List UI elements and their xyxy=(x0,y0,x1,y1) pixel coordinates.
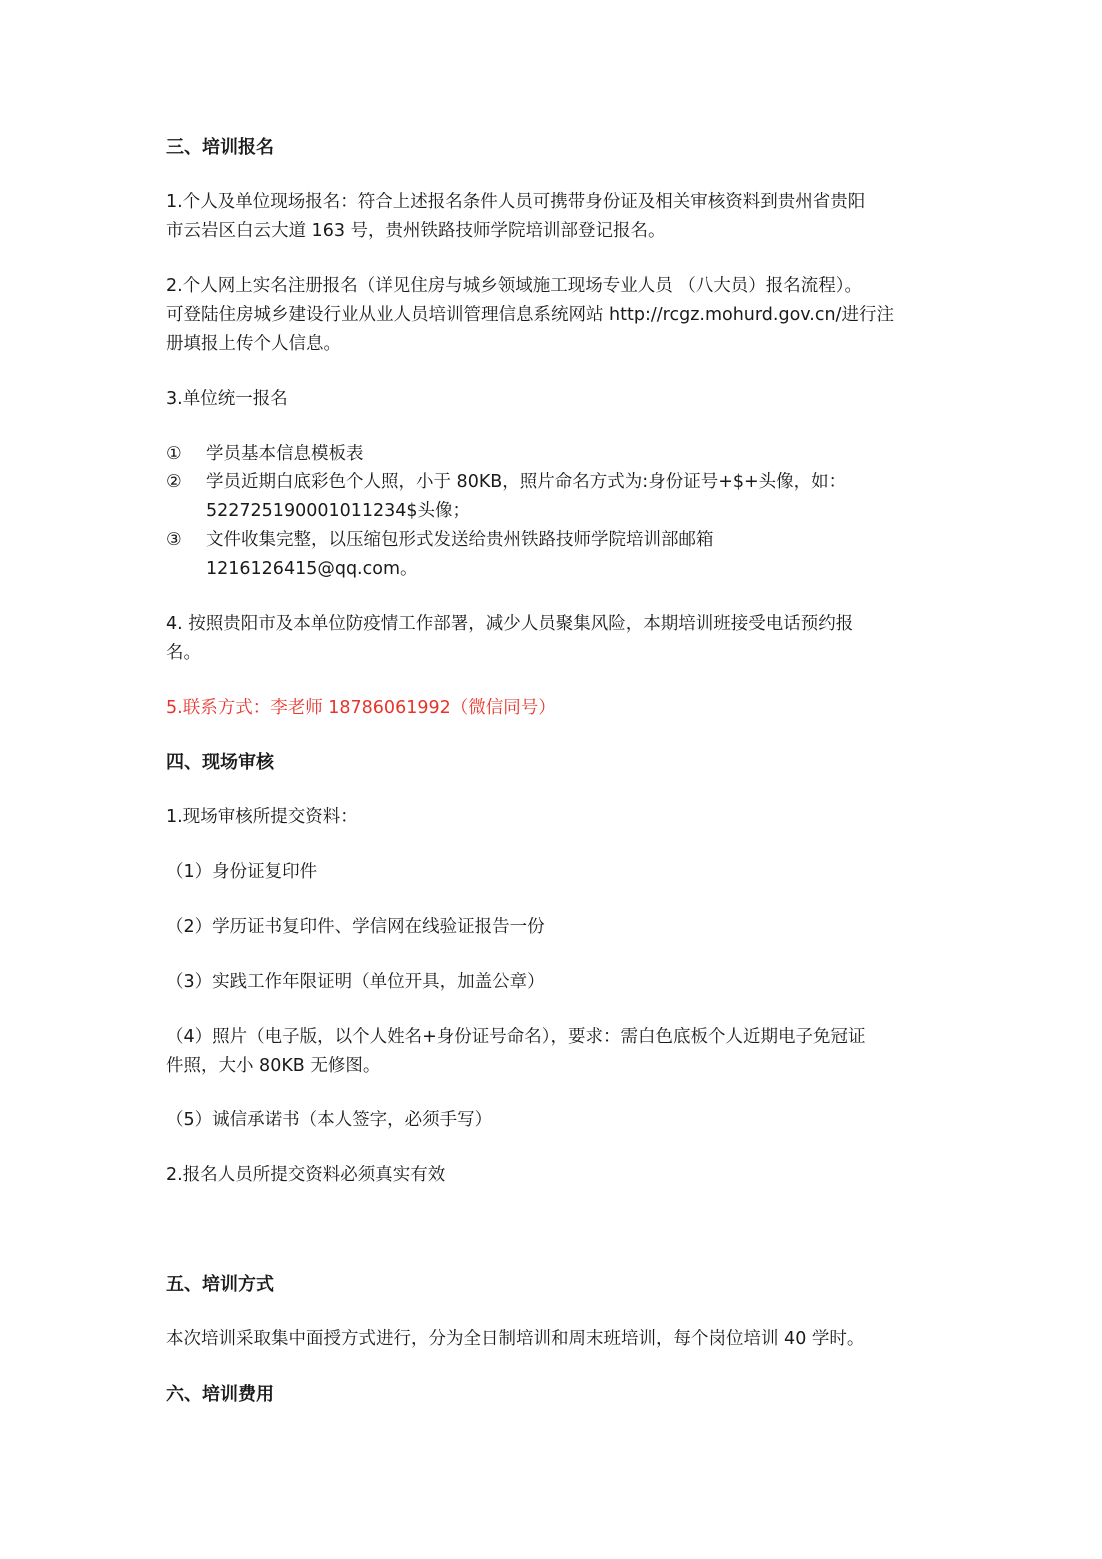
s3-p2-line1: 2.个人网上实名注册报名（详见住房与城乡领域施工现场专业人员 （八大员）报名流程）。 xyxy=(166,276,863,296)
contact-info: 5.联系方式：李老师 18786061992（微信同号） xyxy=(166,698,556,718)
section-4-heading: 四、现场审核 xyxy=(166,752,274,773)
list-text: 1216126415@qq.com。 xyxy=(206,559,418,579)
list-text: 学员基本信息模板表 xyxy=(206,444,364,464)
section-6-heading: 六、培训费用 xyxy=(166,1384,274,1405)
s3-p2-line2: 可登陆住房城乡建设行业从业人员培训管理信息系统网站 http://rcgz.mohurd.gov.cn/进行注 xyxy=(166,305,894,325)
s3-p3: 3.单位统一报名 xyxy=(166,389,288,409)
list-number: ② xyxy=(166,472,182,492)
list-text: 学员近期白底彩色个人照，小于 80KB，照片命名方式为:身份证号+$+头像，如： xyxy=(206,472,847,492)
list-number: ③ xyxy=(166,530,182,550)
s3-p4-line1: 4. 按照贵阳市及本单位防疫情工作部署，减少人员聚集风险，本期培训班接受电话预约报 xyxy=(166,614,854,634)
section-5-heading: 五、培训方式 xyxy=(166,1274,274,1295)
section-3-heading: 三、培训报名 xyxy=(166,137,274,158)
s4-item-4-line2: 件照，大小 80KB 无修图。 xyxy=(166,1056,381,1076)
s3-p1-line2: 市云岩区白云大道 163 号，贵州铁路技师学院培训部登记报名。 xyxy=(166,221,666,241)
s3-p1-line1: 1.个人及单位现场报名：符合上述报名条件人员可携带身份证及相关审核资料到贵州省贵阳 xyxy=(166,192,866,212)
s4-item-5: （5）诚信承诺书（本人签字，必须手写） xyxy=(166,1110,493,1130)
s3-p4-line2: 名。 xyxy=(166,643,201,663)
s3-p2-line3: 册填报上传个人信息。 xyxy=(166,334,341,354)
s4-item-1: （1）身份证复印件 xyxy=(166,862,318,882)
s4-item-3: （3）实践工作年限证明（单位开具，加盖公章） xyxy=(166,972,545,992)
s5-p1: 本次培训采取集中面授方式进行，分为全日制培训和周末班培训，每个岗位培训 40 学时。 xyxy=(166,1329,865,1349)
list-text: 文件收集完整，以压缩包形式发送给贵州铁路技师学院培训部邮箱 xyxy=(206,530,714,550)
s4-p2: 2.报名人员所提交资料必须真实有效 xyxy=(166,1165,446,1185)
list-text: 522725190001011234$头像； xyxy=(206,501,471,521)
s4-item-4-line1: （4）照片（电子版，以个人姓名+身份证号命名），要求：需白色底板个人近期电子免冠证 xyxy=(166,1027,866,1047)
s4-p1: 1.现场审核所提交资料： xyxy=(166,807,358,827)
s4-item-2: （2）学历证书复印件、学信网在线验证报告一份 xyxy=(166,917,545,937)
list-number: ① xyxy=(166,444,182,464)
